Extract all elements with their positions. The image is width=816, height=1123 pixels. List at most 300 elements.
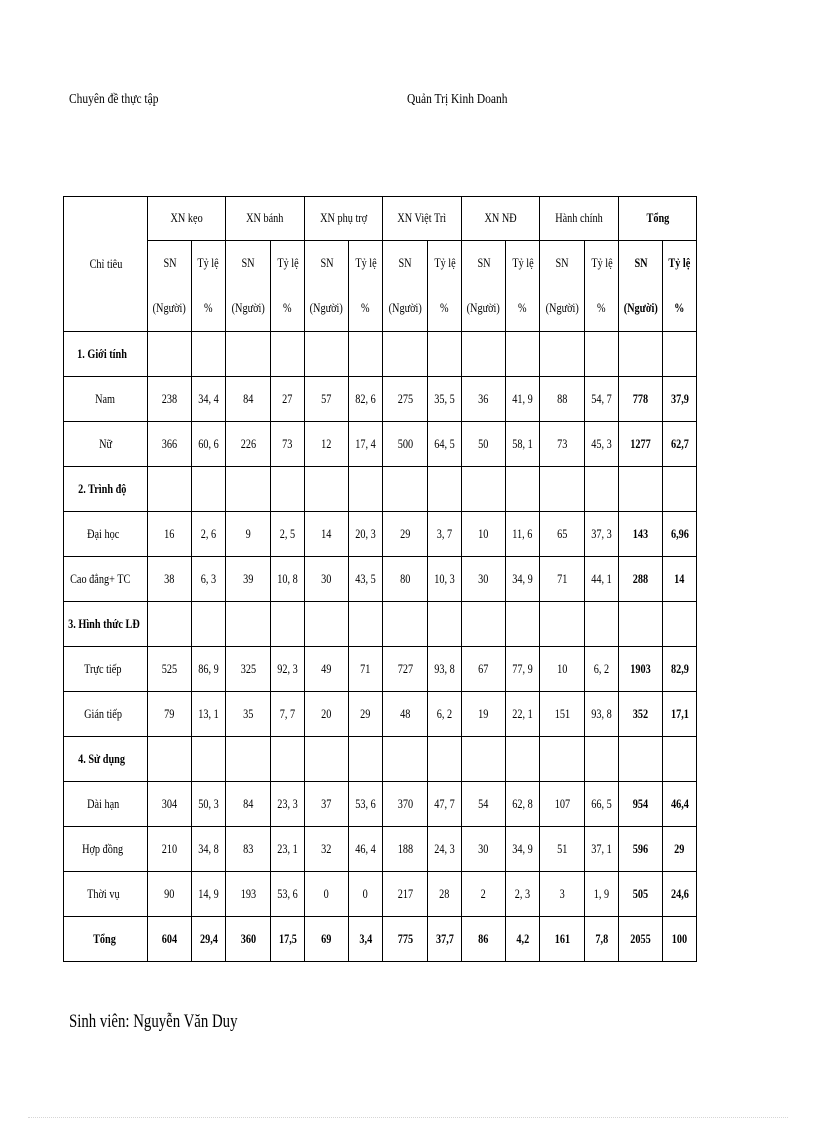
- table-cell: [540, 917, 585, 962]
- cell-value: 161: [554, 931, 570, 946]
- section-row: [64, 467, 697, 512]
- table-cell: [305, 377, 349, 422]
- table-cell: [271, 512, 305, 557]
- sub-header-percent: %: [204, 301, 213, 315]
- cell-value: 100: [671, 931, 688, 946]
- sub-header-percent: %: [283, 301, 292, 315]
- table-cell: [271, 917, 305, 962]
- cell-value: 143: [632, 526, 649, 541]
- table-row: [64, 647, 697, 692]
- table-cell: [506, 377, 540, 422]
- table-cell: [585, 512, 619, 557]
- cell-value: 2, 5: [279, 526, 296, 541]
- cell-value: 73: [556, 436, 568, 451]
- table-cell: [305, 692, 349, 737]
- table-cell: [383, 692, 428, 737]
- table-cell: [506, 512, 540, 557]
- table-cell: [192, 647, 226, 692]
- table-cell: [226, 917, 271, 962]
- cell-value: 43, 5: [355, 571, 376, 586]
- table-cell: [349, 917, 383, 962]
- cell-value: 86, 9: [198, 661, 219, 676]
- cell-value: 17,5: [278, 931, 297, 946]
- table-cell: [428, 512, 462, 557]
- cell-value: 35, 5: [434, 391, 455, 406]
- table-row: [64, 782, 697, 827]
- group-header-label: XN kẹo: [170, 211, 203, 225]
- cell-value: 29: [399, 526, 411, 541]
- row-label-cell: [64, 512, 148, 557]
- cell-value: 775: [397, 931, 413, 946]
- sub-header-rate: Tỷ lệ: [354, 256, 377, 270]
- cell-value: 7,8: [595, 931, 608, 946]
- cell-value: 238: [161, 391, 178, 406]
- group-header-cell: [148, 197, 226, 241]
- table-cell: [585, 377, 619, 422]
- cell-value: 360: [240, 931, 256, 946]
- cell-value: 10, 3: [434, 571, 455, 586]
- cell-value: 352: [632, 706, 649, 721]
- cell-value: 7, 7: [279, 706, 296, 721]
- row-label-cell: [64, 782, 148, 827]
- cell-value: 23, 3: [277, 796, 298, 811]
- cell-value: 34, 9: [512, 841, 533, 856]
- row-label: Nữ: [99, 436, 113, 451]
- empty-cell: [462, 602, 506, 647]
- table-cell: [349, 692, 383, 737]
- cell-value: 22, 1: [512, 706, 533, 721]
- sub-header-rate: Tỷ lệ: [590, 256, 613, 270]
- table-cell: [663, 557, 697, 602]
- table-cell: [192, 422, 226, 467]
- cell-value: 53, 6: [277, 886, 298, 901]
- cell-value: 49: [321, 661, 332, 676]
- sub-header-people: (Người): [623, 301, 658, 315]
- total-row: [64, 917, 697, 962]
- cell-value: 84: [242, 796, 254, 811]
- cell-value: 107: [554, 796, 570, 811]
- cell-value: 82,9: [670, 661, 689, 676]
- table-cell: [619, 377, 663, 422]
- table-cell: [619, 692, 663, 737]
- cell-value: 23, 1: [277, 841, 298, 856]
- empty-cell: [540, 332, 585, 377]
- sub-header-rate: Tỷ lệ: [668, 256, 691, 270]
- sub-header-sn: SN: [162, 256, 177, 270]
- row-label: Cao đẳng+ TC: [70, 571, 131, 586]
- cell-value: 54, 7: [591, 391, 612, 406]
- empty-cell: [663, 467, 697, 512]
- cell-value: 9: [245, 526, 251, 541]
- student-signature: Sinh viên: Nguyễn Văn Duy: [69, 1011, 238, 1032]
- table-cell: [192, 377, 226, 422]
- section-label: 3. Hình thức LĐ: [68, 616, 140, 631]
- empty-cell: [305, 467, 349, 512]
- table-row: [64, 872, 697, 917]
- cell-value: 41, 9: [512, 391, 533, 406]
- section-label: 1. Giới tính: [76, 346, 127, 361]
- table-cell: [585, 782, 619, 827]
- table-cell: [540, 557, 585, 602]
- table-cell: [383, 557, 428, 602]
- cell-value: 93, 8: [434, 661, 455, 676]
- sub-header-rate-cell: [192, 241, 226, 332]
- empty-cell: [148, 332, 192, 377]
- table-cell: [619, 872, 663, 917]
- empty-cell: [192, 332, 226, 377]
- empty-cell: [349, 737, 383, 782]
- table-cell: [428, 917, 462, 962]
- empty-cell: [349, 467, 383, 512]
- table-cell: [462, 782, 506, 827]
- empty-cell: [462, 332, 506, 377]
- table-cell: [383, 872, 428, 917]
- empty-cell: [506, 467, 540, 512]
- row-label-cell: [64, 872, 148, 917]
- cell-value: 12: [321, 436, 332, 451]
- table-cell: [663, 872, 697, 917]
- table-cell: [663, 782, 697, 827]
- row-label: Nam: [94, 391, 115, 406]
- table-cell: [192, 827, 226, 872]
- table-cell: [506, 872, 540, 917]
- table-cell: [305, 872, 349, 917]
- table-cell: [148, 692, 192, 737]
- sub-header-percent: %: [518, 301, 527, 315]
- table-cell: [305, 512, 349, 557]
- table-cell: [148, 512, 192, 557]
- table-cell: [271, 872, 305, 917]
- empty-cell: [383, 332, 428, 377]
- table-cell: [540, 872, 585, 917]
- table-cell: [148, 647, 192, 692]
- empty-cell: [428, 602, 462, 647]
- cell-value: 82, 6: [355, 391, 376, 406]
- table-cell: [540, 422, 585, 467]
- cell-value: 525: [161, 661, 178, 676]
- table-row: [64, 692, 697, 737]
- table-cell: [619, 647, 663, 692]
- sub-header-people: (Người): [545, 301, 579, 315]
- empty-cell: [585, 602, 619, 647]
- empty-cell: [271, 602, 305, 647]
- table-cell: [663, 692, 697, 737]
- table-cell: [619, 782, 663, 827]
- table-cell: [462, 872, 506, 917]
- row-label-cell: [64, 827, 148, 872]
- empty-cell: [383, 737, 428, 782]
- cell-value: 92, 3: [277, 661, 298, 676]
- sub-header-count-cell: [462, 241, 506, 332]
- cell-value: 44, 1: [591, 571, 612, 586]
- table-cell: [619, 827, 663, 872]
- empty-cell: [305, 737, 349, 782]
- cell-value: 65: [556, 526, 568, 541]
- sub-header-percent: %: [440, 301, 449, 315]
- row-label: Tổng: [93, 931, 116, 946]
- sub-header-sn: SN: [476, 256, 491, 270]
- sub-header-count-cell: [619, 241, 663, 332]
- cell-value: 34, 9: [512, 571, 533, 586]
- cell-value: 86: [478, 931, 489, 946]
- cell-value: 66, 5: [591, 796, 612, 811]
- empty-cell: [506, 602, 540, 647]
- empty-cell: [226, 602, 271, 647]
- table-cell: [462, 377, 506, 422]
- row-label-cell: [64, 692, 148, 737]
- table-cell: [428, 422, 462, 467]
- group-header-label: XN NĐ: [484, 211, 517, 225]
- sub-header-people: (Người): [309, 301, 344, 315]
- table-cell: [226, 422, 271, 467]
- table-cell: [428, 377, 462, 422]
- cell-value: 0: [362, 886, 369, 901]
- row-label: Thời vụ: [87, 886, 120, 901]
- empty-cell: [383, 467, 428, 512]
- cell-value: 3,4: [359, 931, 372, 946]
- table-cell: [226, 377, 271, 422]
- table-cell: [383, 782, 428, 827]
- table-cell: [585, 917, 619, 962]
- cell-value: 77, 9: [512, 661, 533, 676]
- empty-cell: [506, 332, 540, 377]
- sub-header-rate-cell: [271, 241, 305, 332]
- table-cell: [663, 827, 697, 872]
- empty-cell: [585, 737, 619, 782]
- sub-header-rate: Tỷ lệ: [276, 256, 299, 270]
- section-row: [64, 602, 697, 647]
- table-cell: [226, 692, 271, 737]
- table-cell: [428, 872, 462, 917]
- table-cell: [540, 782, 585, 827]
- row-label-cell: [64, 422, 148, 467]
- cell-value: 53, 6: [355, 796, 376, 811]
- cell-value: 20, 3: [355, 526, 376, 541]
- table-cell: [462, 557, 506, 602]
- sub-header-percent: %: [674, 301, 685, 315]
- empty-cell: [619, 332, 663, 377]
- table-cell: [663, 647, 697, 692]
- cell-value: 38: [164, 571, 175, 586]
- cell-value: 1903: [630, 661, 651, 676]
- cell-value: 37, 1: [591, 841, 612, 856]
- table-cell: [305, 647, 349, 692]
- cell-value: 604: [161, 931, 178, 946]
- table-row: [64, 512, 697, 557]
- table-cell: [663, 377, 697, 422]
- table-cell: [428, 647, 462, 692]
- group-header-cell: [226, 197, 305, 241]
- sub-header-people: (Người): [466, 301, 501, 315]
- cell-value: 45, 3: [591, 436, 612, 451]
- cell-value: 30: [321, 571, 332, 586]
- table-cell: [349, 512, 383, 557]
- group-header-cell: [619, 197, 697, 241]
- table-row: [64, 557, 697, 602]
- table-cell: [148, 872, 192, 917]
- cell-value: 500: [397, 436, 413, 451]
- cell-value: 4,2: [516, 931, 529, 946]
- cell-value: 370: [397, 796, 413, 811]
- cell-value: 29,4: [199, 931, 218, 946]
- cell-value: 71: [360, 661, 371, 676]
- table-cell: [585, 647, 619, 692]
- empty-cell: [226, 467, 271, 512]
- empty-cell: [148, 467, 192, 512]
- table-cell: [271, 557, 305, 602]
- table-cell: [148, 557, 192, 602]
- cell-value: 14, 9: [198, 886, 219, 901]
- empty-cell: [192, 737, 226, 782]
- cell-value: 0: [323, 886, 330, 901]
- cell-value: 83: [242, 841, 254, 856]
- cell-value: 10, 8: [277, 571, 298, 586]
- sub-header-rate-cell: [428, 241, 462, 332]
- empty-cell: [349, 602, 383, 647]
- cell-value: 24,6: [670, 886, 689, 901]
- table-cell: [148, 377, 192, 422]
- cell-value: 36: [478, 391, 489, 406]
- empty-cell: [619, 737, 663, 782]
- empty-cell: [462, 737, 506, 782]
- cell-value: 47, 7: [434, 796, 455, 811]
- table-cell: [383, 647, 428, 692]
- table-cell: [619, 917, 663, 962]
- cell-value: 6, 2: [436, 706, 453, 721]
- table-cell: [428, 782, 462, 827]
- group-header-cell: [540, 197, 619, 241]
- cell-value: 51: [556, 841, 568, 856]
- empty-cell: [305, 332, 349, 377]
- page-bottom-divider: [28, 1117, 788, 1118]
- table-cell: [506, 827, 540, 872]
- cell-value: 3, 7: [436, 526, 453, 541]
- table-cell: [148, 917, 192, 962]
- cell-value: 288: [632, 571, 649, 586]
- sub-header-sn: SN: [319, 256, 334, 270]
- cell-value: 727: [397, 661, 413, 676]
- group-header-label: XN bánh: [246, 211, 284, 225]
- cell-value: 30: [478, 571, 489, 586]
- cell-value: 17,1: [670, 706, 689, 721]
- cell-value: 32: [321, 841, 332, 856]
- group-header-label: Hành chính: [555, 211, 603, 225]
- cell-value: 27: [282, 391, 293, 406]
- table-cell: [663, 512, 697, 557]
- table-cell: [192, 512, 226, 557]
- table-cell: [663, 422, 697, 467]
- table-cell: [428, 557, 462, 602]
- group-header-cell: [383, 197, 462, 241]
- empty-cell: [226, 737, 271, 782]
- table-cell: [192, 917, 226, 962]
- table-cell: [585, 692, 619, 737]
- cell-value: 151: [554, 706, 570, 721]
- table-cell: [148, 827, 192, 872]
- table-cell: [619, 422, 663, 467]
- cell-value: 13, 1: [198, 706, 219, 721]
- row-label-cell: [64, 917, 148, 962]
- table-cell: [462, 512, 506, 557]
- cell-value: 37, 3: [591, 526, 612, 541]
- cell-value: 14: [674, 571, 685, 586]
- empty-cell: [540, 467, 585, 512]
- cell-value: 50: [478, 436, 489, 451]
- table-cell: [585, 557, 619, 602]
- table-cell: [271, 422, 305, 467]
- table-cell: [349, 782, 383, 827]
- table-cell: [383, 377, 428, 422]
- cell-value: 37,7: [435, 931, 454, 946]
- table-cell: [506, 782, 540, 827]
- empty-cell: [585, 467, 619, 512]
- table-cell: [585, 827, 619, 872]
- section-row: [64, 737, 697, 782]
- empty-cell: [305, 602, 349, 647]
- cell-value: 30: [478, 841, 489, 856]
- empty-cell: [271, 737, 305, 782]
- row-label-cell: [64, 647, 148, 692]
- cell-value: 1277: [630, 436, 651, 451]
- section-label-cell: [64, 737, 148, 782]
- empty-cell: [271, 332, 305, 377]
- document-header-right: Quản Trị Kinh Doanh: [407, 92, 508, 107]
- cell-value: 90: [164, 886, 175, 901]
- table-cell: [540, 512, 585, 557]
- empty-cell: [192, 602, 226, 647]
- table-cell: [305, 422, 349, 467]
- table-cell: [540, 827, 585, 872]
- cell-value: 29: [360, 706, 371, 721]
- table-cell: [148, 782, 192, 827]
- section-row: [64, 332, 697, 377]
- group-header-cell: [462, 197, 540, 241]
- row-label: Trực tiếp: [84, 661, 122, 676]
- sub-header-sn: SN: [398, 256, 412, 270]
- cell-value: 1, 9: [593, 886, 610, 901]
- table-cell: [305, 557, 349, 602]
- cell-value: 10: [478, 526, 489, 541]
- cell-value: 11, 6: [512, 526, 533, 541]
- cell-value: 2, 3: [514, 886, 531, 901]
- section-label-cell: [64, 602, 148, 647]
- table-cell: [349, 872, 383, 917]
- cell-value: 34, 4: [198, 391, 219, 406]
- section-label: 4. Sử dụng: [78, 751, 126, 766]
- sub-header-count-cell: [540, 241, 585, 332]
- sub-header-count-cell: [305, 241, 349, 332]
- empty-cell: [349, 332, 383, 377]
- cell-value: 80: [399, 571, 411, 586]
- cell-value: 73: [282, 436, 293, 451]
- sub-header-rate: Tỷ lệ: [433, 256, 456, 270]
- sub-header-sn: SN: [634, 256, 648, 270]
- cell-value: 37,9: [670, 391, 689, 406]
- sub-header-people: (Người): [231, 301, 265, 315]
- empty-cell: [226, 332, 271, 377]
- empty-cell: [428, 467, 462, 512]
- sub-header-rate: Tỷ lệ: [197, 256, 220, 270]
- table-row: [64, 827, 697, 872]
- cell-value: 14: [321, 526, 332, 541]
- header-row-groups: [64, 197, 697, 241]
- cell-value: 275: [397, 391, 413, 406]
- table-cell: [383, 512, 428, 557]
- sub-header-percent: %: [361, 301, 370, 315]
- cell-value: 93, 8: [591, 706, 612, 721]
- cell-value: 10: [556, 661, 568, 676]
- table-cell: [271, 692, 305, 737]
